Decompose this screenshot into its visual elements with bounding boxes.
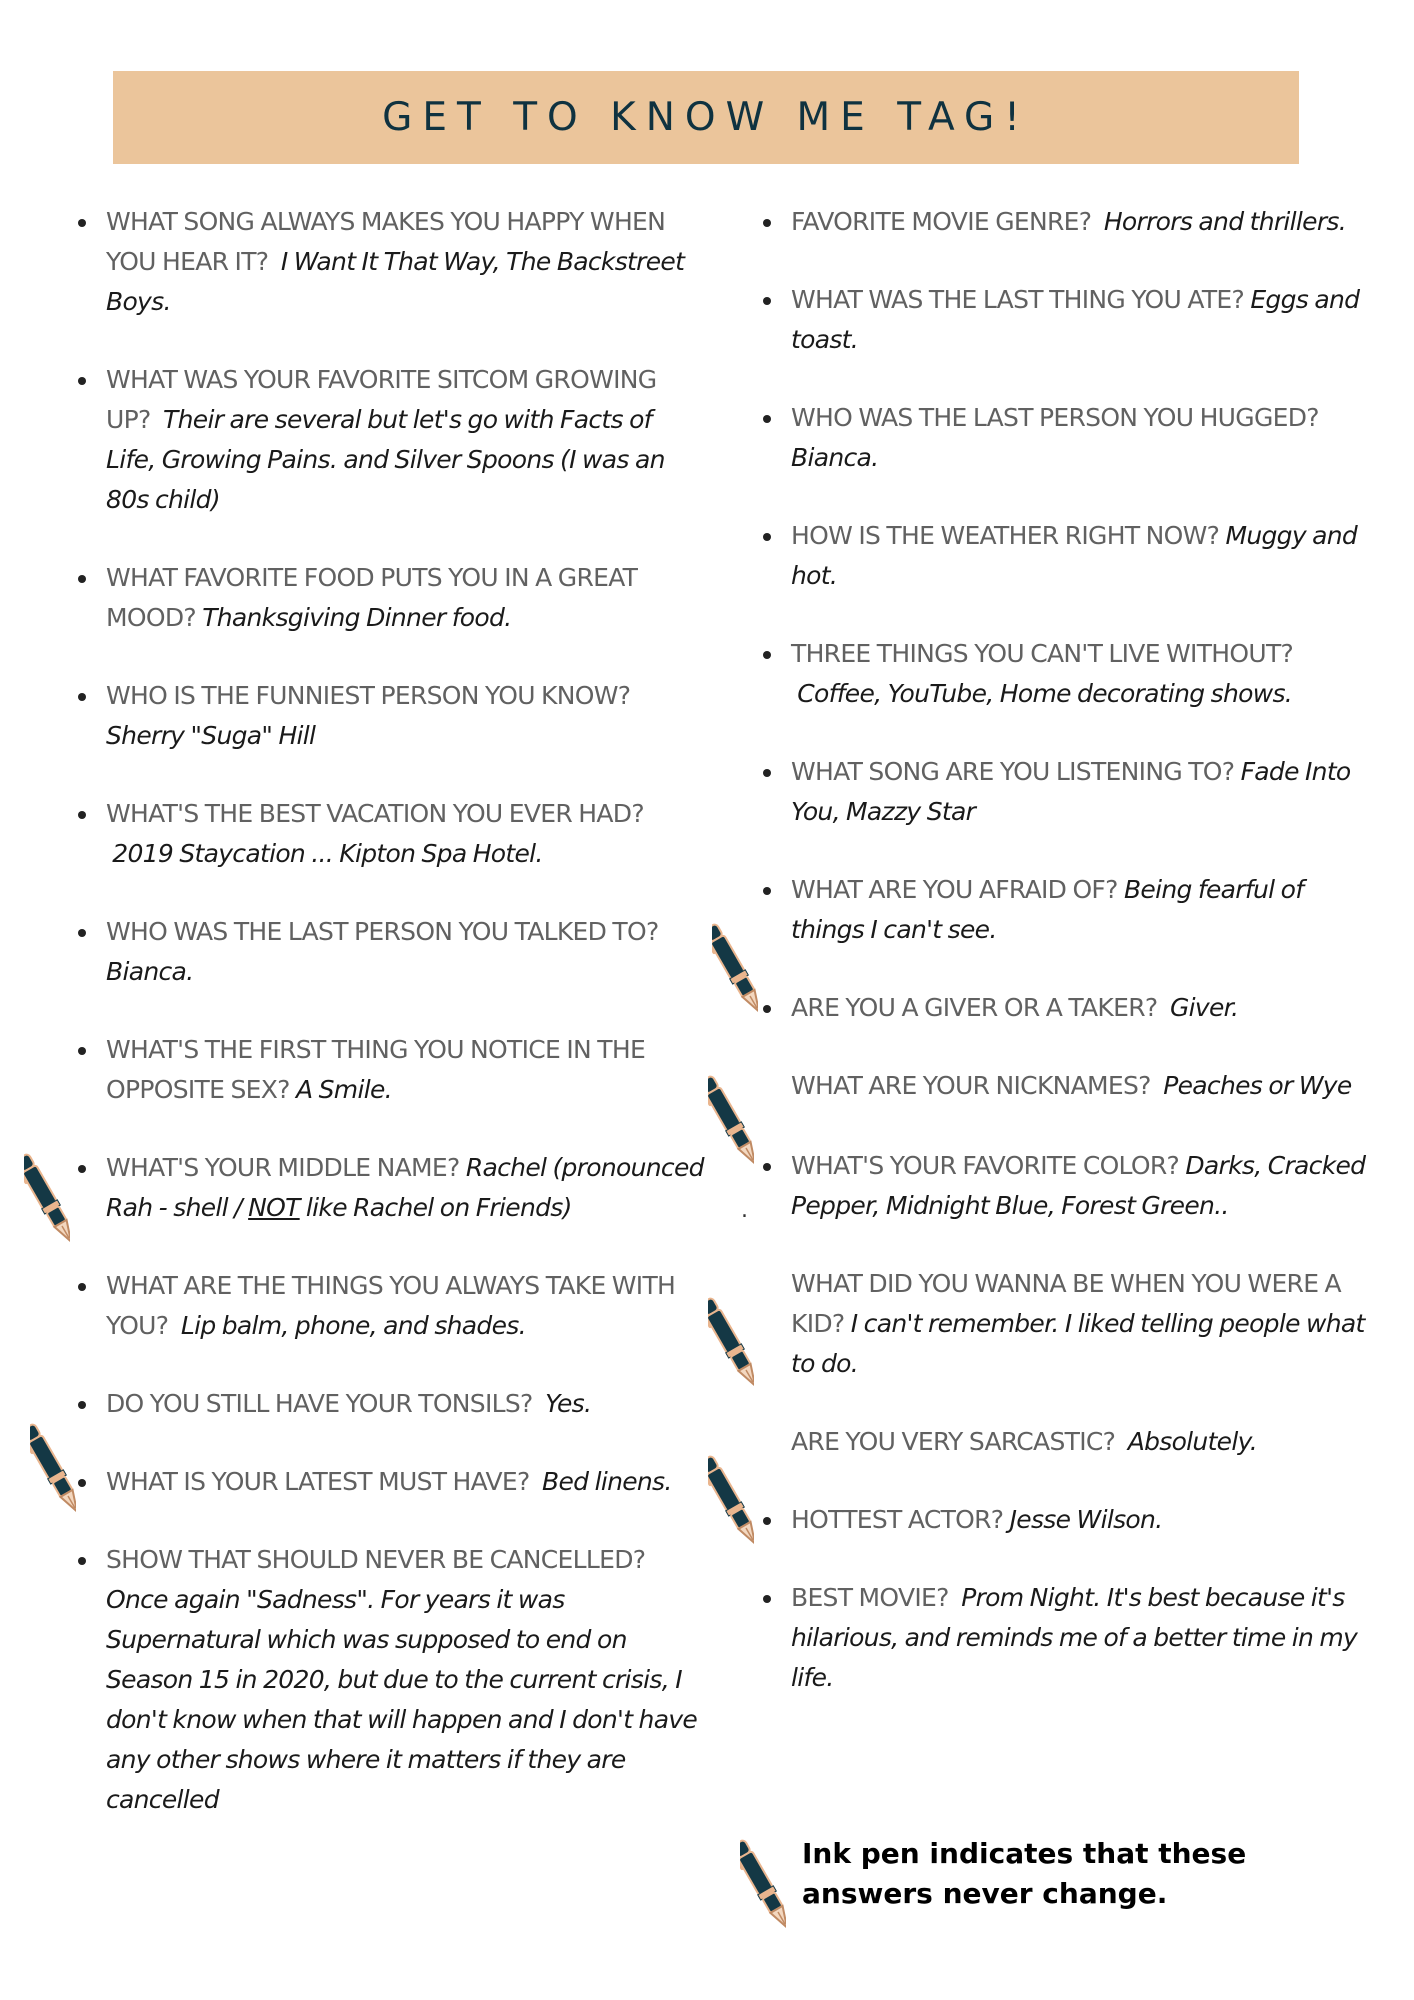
answer: Eggs and toast. — [791, 285, 1360, 354]
list-item — [761, 634, 1375, 714]
fountain-pen-icon — [708, 1450, 754, 1554]
question: WHAT'S THE BEST VACATION YOU EVER HAD? — [106, 799, 644, 828]
list-item — [76, 1540, 706, 1820]
bullet-icon — [763, 887, 771, 895]
answer: Jesse Wilson. — [1009, 1505, 1163, 1534]
question: WHAT WAS YOUR FAVORITE SITCOM GROWING UP? — [106, 365, 657, 434]
answer: I Want It That Way, The Backstreet Boys. — [106, 247, 685, 316]
list-item — [76, 1384, 706, 1424]
question: ARE YOU A GIVER OR A TAKER? — [791, 993, 1158, 1022]
bullet-icon — [763, 769, 771, 777]
bullet-icon — [78, 1557, 86, 1565]
answer: Coffee, YouTube, Home decorating shows. — [797, 679, 1293, 708]
bullet-icon — [78, 575, 86, 583]
question: WHAT ARE THE THINGS YOU ALWAYS TAKE WITH YOU? — [106, 1271, 676, 1340]
question: THREE THINGS YOU CAN'T LIVE WITHOUT? — [791, 639, 1294, 668]
list-item — [76, 1030, 706, 1110]
question: WHAT'S THE FIRST THING YOU NOTICE IN THE OPPOSITE SEX? — [106, 1035, 646, 1104]
list-item — [76, 360, 706, 520]
list-item — [761, 1422, 1375, 1462]
stray-period: . — [741, 1198, 748, 1223]
question: WHAT ARE YOUR NICKNAMES? — [791, 1071, 1151, 1100]
answer: Peaches or Wye — [1163, 1071, 1352, 1100]
right-question-list — [761, 202, 1375, 1736]
question: WHAT SONG ARE YOU LISTENING TO? — [791, 757, 1235, 786]
answer: I can't remember. I liked telling people what to do. — [791, 1309, 1365, 1378]
left-question-list — [76, 202, 706, 1858]
list-item — [761, 1500, 1375, 1540]
list-item — [76, 558, 706, 638]
answer: Darks, Cracked Pepper, Midnight Blue, Forest Green.. — [791, 1151, 1366, 1220]
answer: 2019 Staycation ... Kipton Spa Hotel. — [112, 839, 543, 868]
question: SHOW THAT SHOULD NEVER BE CANCELLED? — [106, 1545, 646, 1574]
answer: Horrors and thrillers. — [1103, 207, 1346, 236]
list-item — [76, 676, 706, 756]
list-item — [761, 1264, 1375, 1384]
answer: Once again "Sadness". For years it was Supernatural which was supposed to end on Season 15 in 2020, but due to the current crisis, I don't know when that will happen and I don't have any other shows where it matters if they are cancelled — [106, 1585, 698, 1814]
bullet-icon — [763, 1595, 771, 1603]
question: WHAT ARE YOU AFRAID OF? — [791, 875, 1118, 904]
fountain-pen-icon — [24, 1148, 70, 1252]
question: WHO IS THE FUNNIEST PERSON YOU KNOW? — [106, 681, 631, 710]
list-item — [761, 988, 1375, 1028]
bullet-icon — [78, 693, 86, 701]
answer: Bianca. — [791, 443, 879, 472]
list-item — [761, 202, 1375, 242]
bullet-icon — [763, 1163, 771, 1171]
bullet-icon — [78, 377, 86, 385]
answer: Lip balm, phone, and shades. — [180, 1311, 526, 1340]
bullet-icon — [78, 1165, 86, 1173]
list-item — [761, 398, 1375, 478]
answer: Bed linens. — [542, 1467, 672, 1496]
fountain-pen-icon — [712, 918, 758, 1022]
question: HOW IS THE WEATHER RIGHT NOW? — [791, 521, 1220, 550]
list-item — [76, 1462, 706, 1502]
answer: Their are several but let's go with Facts of Life, Growing Pains. and Silver Spoons (I was an 80s child) — [106, 405, 665, 514]
question: WHO WAS THE LAST PERSON YOU HUGGED? — [791, 403, 1319, 432]
question: WHAT'S YOUR FAVORITE COLOR? — [791, 1151, 1180, 1180]
question: DO YOU STILL HAVE YOUR TONSILS? — [106, 1389, 533, 1418]
list-item — [761, 752, 1375, 832]
answer: Absolutely. — [1127, 1427, 1257, 1456]
question: WHAT IS YOUR LATEST MUST HAVE? — [106, 1467, 530, 1496]
bullet-icon — [78, 1047, 86, 1055]
fountain-pen-icon — [30, 1418, 76, 1522]
bullet-icon — [763, 1005, 771, 1013]
list-item — [761, 1146, 1375, 1226]
bullet-icon — [78, 929, 86, 937]
question: WHO WAS THE LAST PERSON YOU TALKED TO? — [106, 917, 659, 946]
bullet-icon — [763, 219, 771, 227]
question: WHAT DID YOU WANNA BE WHEN YOU WERE A KID? — [791, 1269, 1341, 1338]
list-item — [761, 1578, 1375, 1698]
bullet-icon — [763, 415, 771, 423]
bullet-icon — [763, 533, 771, 541]
bullet-icon — [78, 1479, 86, 1487]
bullet-icon — [78, 1401, 86, 1409]
fountain-pen-icon — [740, 1834, 786, 1938]
answer: Yes. — [545, 1389, 592, 1418]
list-item — [76, 912, 706, 992]
question: WHAT FAVORITE FOOD PUTS YOU IN A GREAT MOOD? — [106, 563, 638, 632]
legend-note: Ink pen indicates that these answers never change. — [802, 1837, 1247, 1910]
question: HOTTEST ACTOR? — [791, 1505, 1004, 1534]
answer: Being fearful of things I can't see. — [791, 875, 1304, 944]
answer-part: like Rachel on Friends) — [299, 1193, 572, 1222]
question: WHAT'S YOUR MIDDLE NAME? — [106, 1153, 460, 1182]
list-item — [76, 202, 706, 322]
list-item — [761, 280, 1375, 360]
bullet-icon — [763, 651, 771, 659]
question: BEST MOVIE? — [791, 1583, 949, 1612]
answer: Prom Night. It's best because it's hilarious, and reminds me of a better time in my life. — [791, 1583, 1358, 1692]
answer: Bianca. — [106, 957, 194, 986]
list-item — [761, 1066, 1375, 1106]
title-banner — [113, 71, 1299, 164]
bullet-icon — [763, 297, 771, 305]
page-title: GET TO KNOW ME TAG! — [382, 95, 1030, 140]
list-item — [76, 1266, 706, 1346]
answer-underlined: NOT — [248, 1193, 300, 1222]
bullet-icon — [78, 219, 86, 227]
bullet-icon — [78, 811, 86, 819]
list-item — [761, 870, 1375, 950]
fountain-pen-icon — [708, 1292, 754, 1396]
answer: Giver. — [1169, 993, 1239, 1022]
question: WHAT SONG ALWAYS MAKES YOU HAPPY WHEN YOU HEAR IT? — [106, 207, 666, 276]
list-item — [761, 516, 1375, 596]
fountain-pen-icon — [708, 1070, 754, 1174]
answer-part: Rachel (pronounced Rah - shell / — [106, 1153, 704, 1222]
question: WHAT WAS THE LAST THING YOU ATE? — [791, 285, 1245, 314]
bullet-icon — [78, 1283, 86, 1291]
bullet-icon — [763, 1517, 771, 1525]
answer: Thanksgiving Dinner food. — [202, 603, 512, 632]
answer: Fade Into You, Mazzy Star — [791, 757, 1351, 826]
question: FAVORITE MOVIE GENRE? — [791, 207, 1092, 236]
question: ARE YOU VERY SARCASTIC? — [791, 1427, 1116, 1456]
list-item — [76, 1148, 706, 1228]
answer: A Smile. — [295, 1075, 392, 1104]
list-item — [76, 794, 706, 874]
answer: Muggy and hot. — [791, 521, 1358, 590]
answer: Sherry "Suga" Hill — [106, 721, 316, 750]
